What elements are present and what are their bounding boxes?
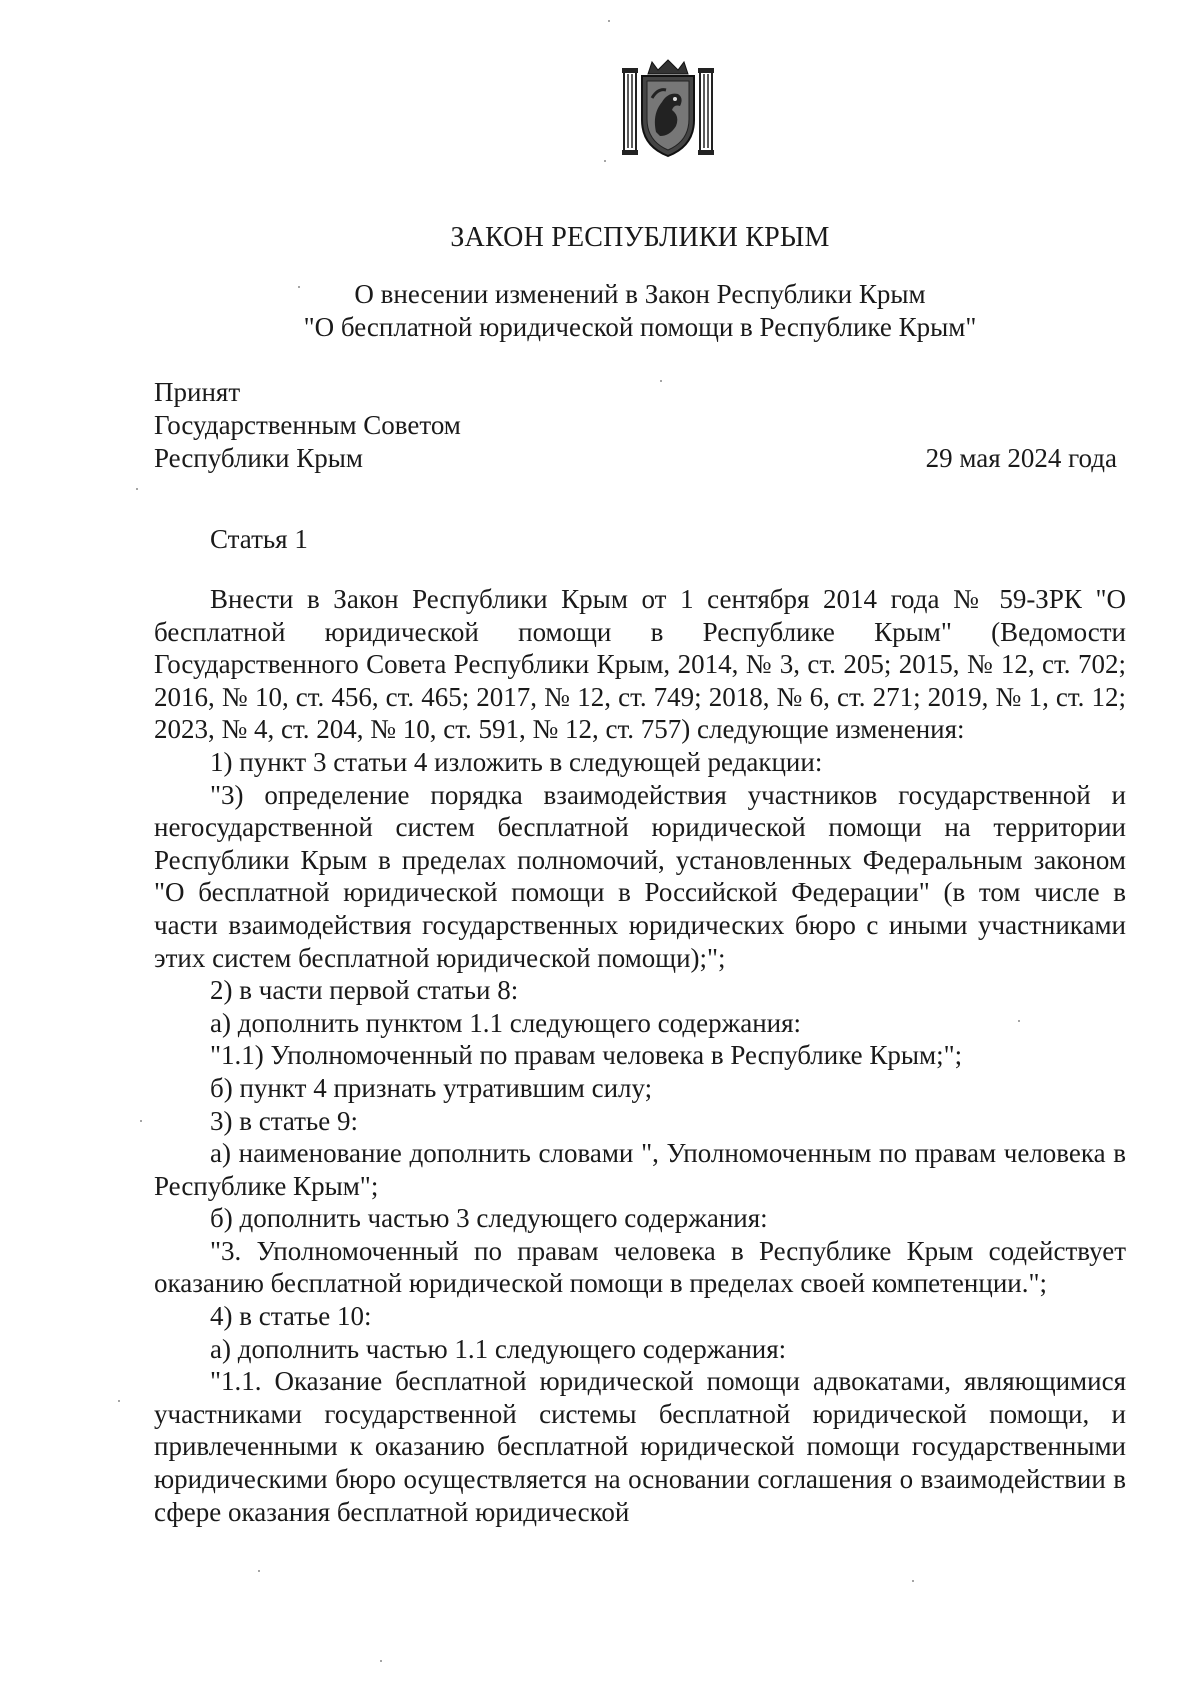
paragraph: 3) в статье 9: (210, 1105, 358, 1136)
paragraph: б) пункт 4 признать утратившим силу; (210, 1072, 653, 1103)
law-subtitle (0, 278, 1200, 344)
scan-speck (608, 20, 610, 22)
paragraph: 4) в статье 10: (210, 1301, 372, 1332)
scan-speck (912, 1580, 914, 1582)
law-title: ЗАКОН РЕСПУБЛИКИ КРЫМ (450, 222, 830, 253)
paragraph: а) наименование дополнить словами ", Уполномоченным по правам человека в Республике Крым"; (154, 1138, 1126, 1201)
article-heading: Статья 1 (210, 524, 308, 554)
scan-speck (1018, 1020, 1020, 1022)
adoption-line: Государственным Советом (154, 410, 461, 440)
scan-speck (604, 160, 606, 162)
paragraph: 1) пункт 3 статьи 4 изложить в следующей редакции: (210, 746, 823, 777)
scan-speck (140, 1120, 142, 1122)
paragraph: а) дополнить пунктом 1.1 следующего содержания: (210, 1007, 802, 1038)
paragraph: "3. Уполномоченный по правам человека в Республике Крым содействует оказанию бесплатной юридической помощи в пределах своей компетенции."; (154, 1235, 1126, 1299)
adoption-line: Республики Крым (154, 443, 363, 473)
scan-speck (258, 1570, 260, 1572)
adoption-date: 29 мая 2024 года (925, 443, 1117, 473)
paragraph: Внести в Закон Республики Крым от 1 сентября 2014 года № 59-ЗРК "О бесплатной юридической помощи в Республике Крым" (Ведомости Государственного Совета Республики Крым, 2014, № 3, ст. 205; 2015, № 12, ст. 702; 2016, № 10, ст. 456, ст. 465; 2017, № 12, ст. 749; 2018, № 6, ст. 271; 2019, № 1, ст. 12; 2023, № 4, ст. 204, № 10, ст. 591, № 12, ст. 757) следующие изменения: (154, 584, 1126, 745)
law-subtitle-line: "О бесплатной юридической помощи в Республике Крым" (303, 312, 977, 342)
paragraph: "3) определение порядка взаимодействия участников государственной и негосударственной систем бесплатной юридической помощи на территории Республики Крым в пределах полномочий, установленных Федеральным законом "О бесплатной юридической помощи в Российской Федерации" (в том числе в части взаимодействия государственных юридических бюро с иными участниками этих систем бесплатной юридической помощи);"; (154, 779, 1126, 973)
article-body (154, 583, 1126, 1528)
scan-speck (118, 1400, 120, 1402)
scan-speck (660, 380, 662, 382)
law-subtitle-line: О внесении изменений в Закон Республики Крым (354, 279, 926, 309)
paragraph: б) дополнить частью 3 следующего содержания: (210, 1203, 768, 1234)
scan-speck (380, 1660, 382, 1662)
scan-speck (298, 286, 300, 288)
scan-speck (136, 488, 138, 490)
adoption-line: Принят (154, 377, 241, 407)
paragraph: "1.1. Оказание бесплатной юридической помощи адвокатами, являющимися участниками государственной системы бесплатной юридической помощи, и привлеченными к оказанию бесплатной юридической помощи государственными юридическими бюро осуществляется на основании соглашения о взаимодействии в сфере оказания бесплатной юридической (154, 1366, 1126, 1527)
paragraph: а) дополнить частью 1.1 следующего содержания: (210, 1333, 787, 1364)
paragraph: 2) в части первой статьи 8: (210, 975, 519, 1006)
adoption-block (154, 376, 461, 475)
paragraph: "1.1) Уполномоченный по правам человека в Республике Крым;"; (210, 1040, 963, 1071)
crimea-coat-of-arms-icon (622, 58, 714, 158)
